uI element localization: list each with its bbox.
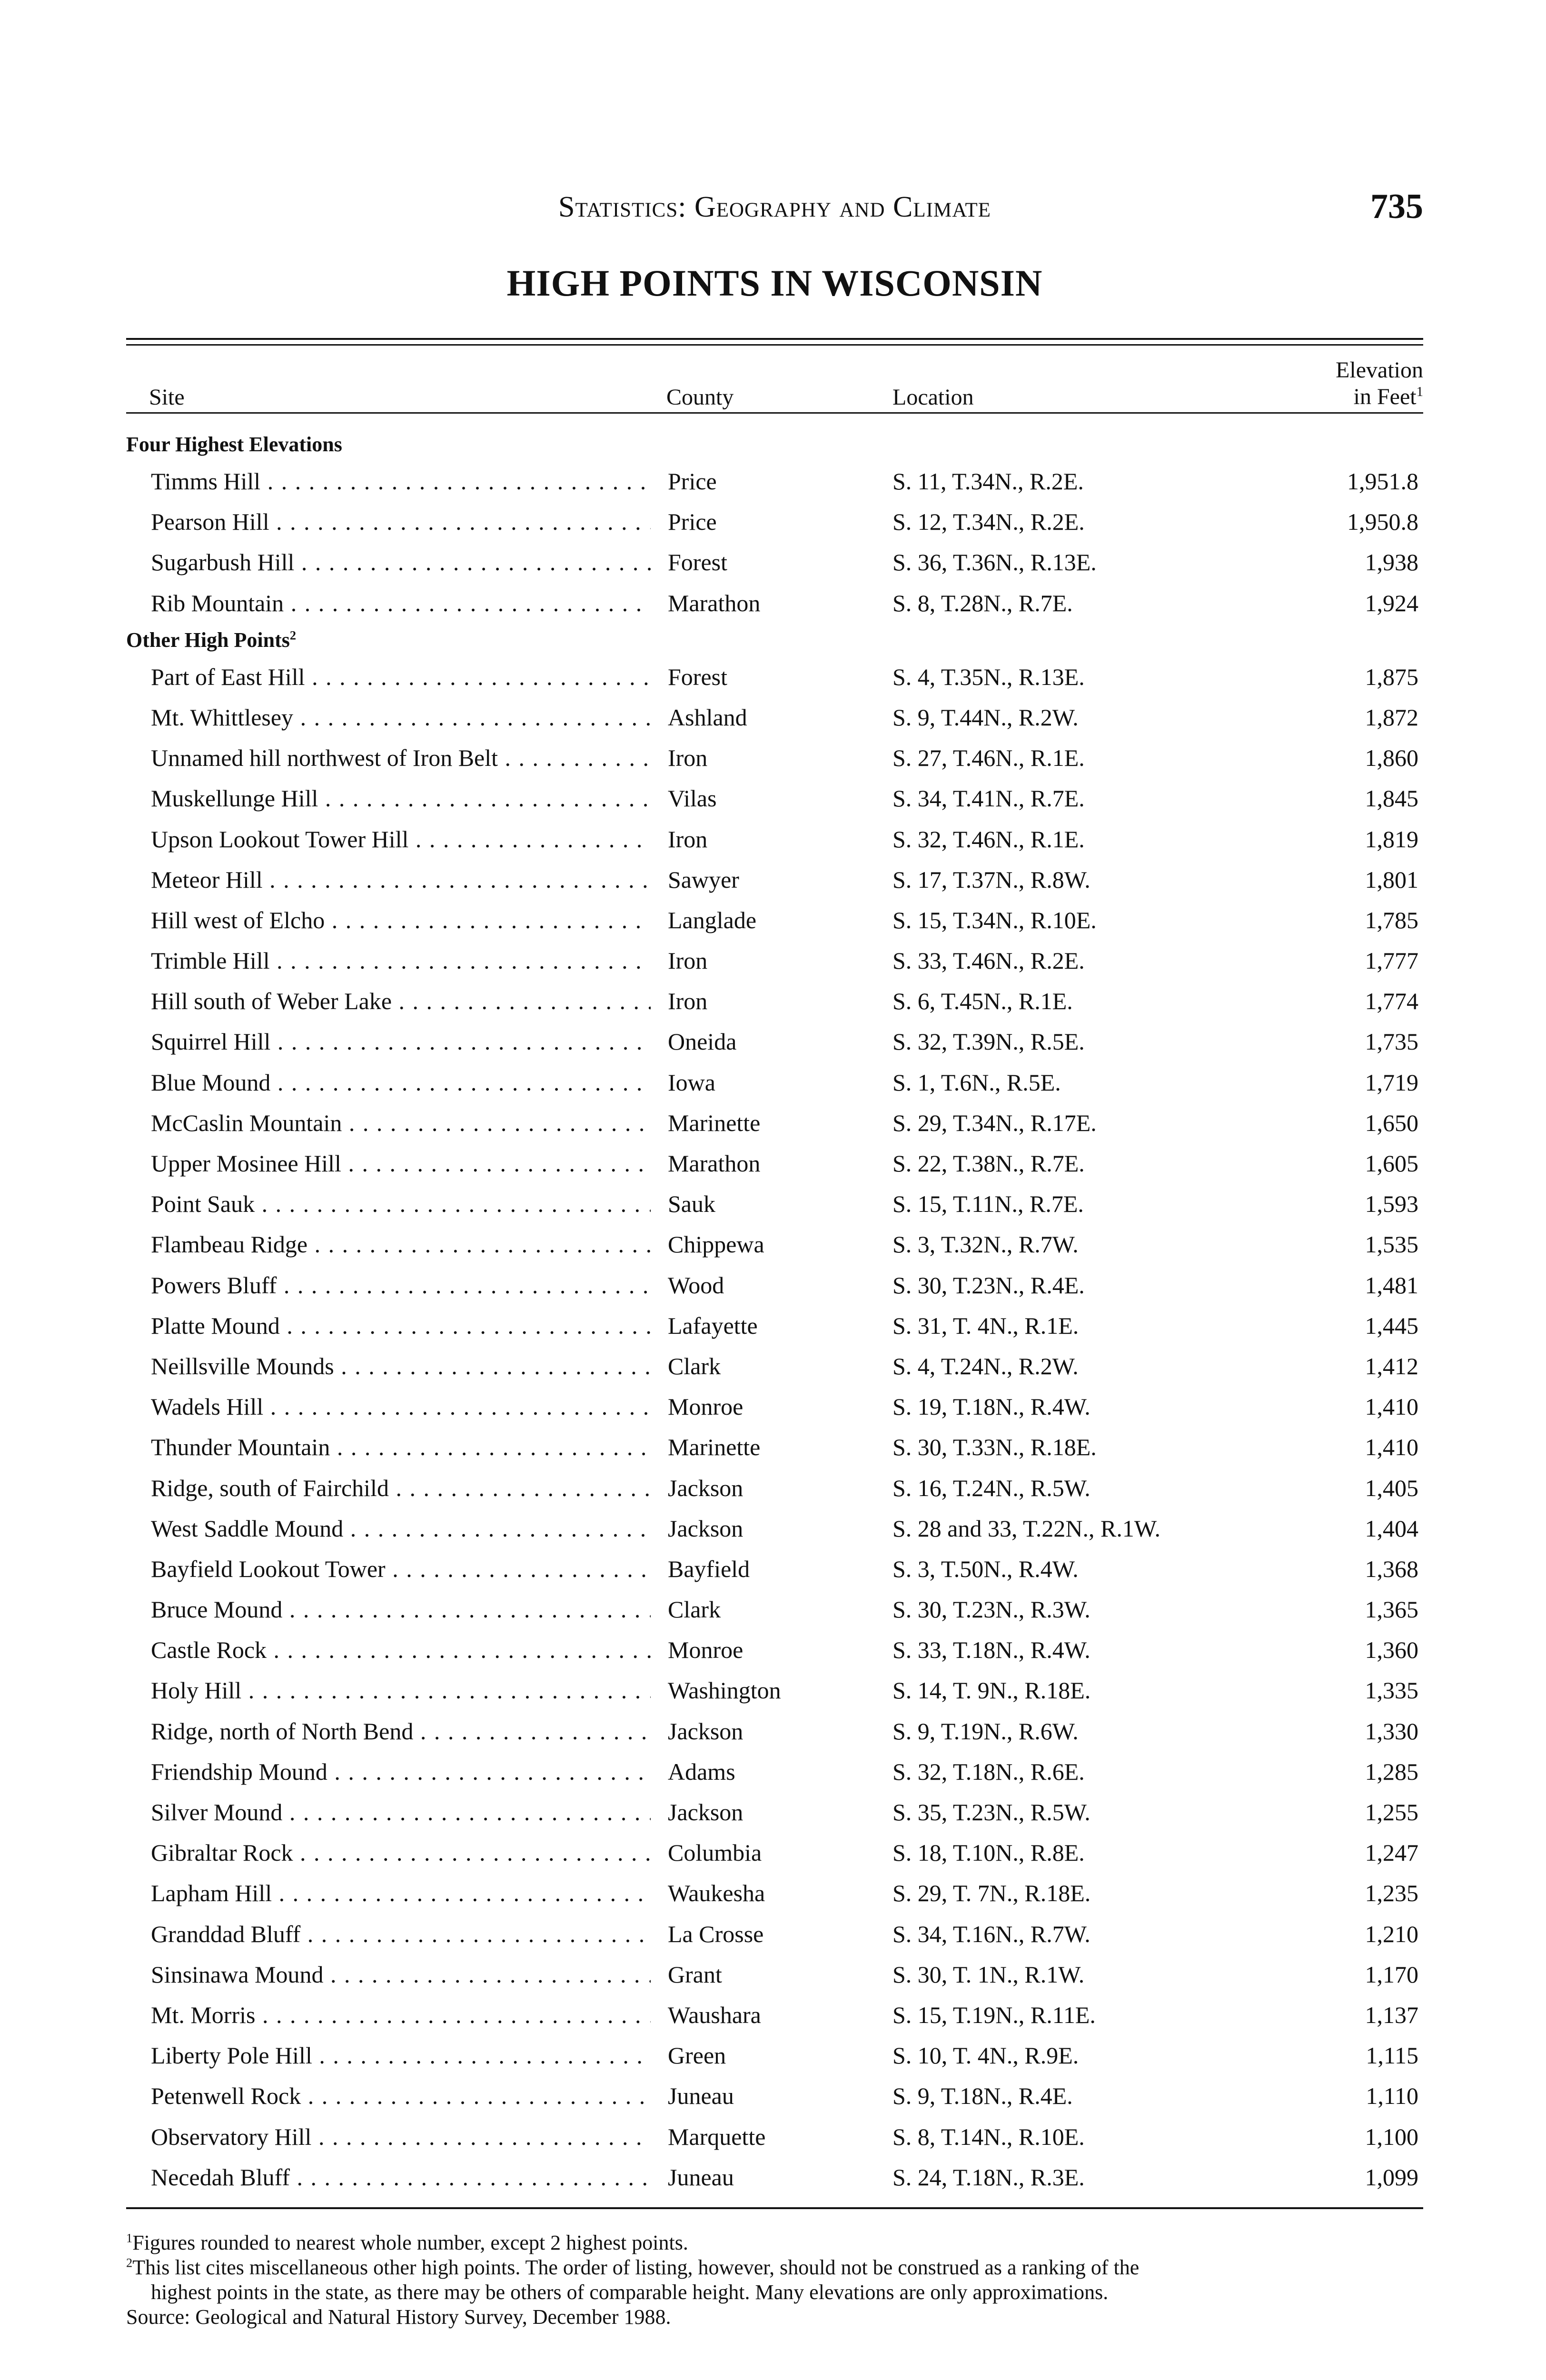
county-cell: Forest — [668, 663, 727, 690]
site-cell: Observatory Hill . . . — [151, 2117, 651, 2157]
table-row — [126, 1427, 1423, 1468]
table-row — [126, 1670, 1423, 1711]
table-row — [126, 1995, 1423, 2035]
location-cell: S. 16, T.24N., R.5W. — [892, 1474, 1090, 1501]
elevation-cell: 1,801 — [1365, 866, 1418, 893]
elevation-cell: 1,247 — [1365, 1839, 1418, 1866]
elevation-cell: 1,951.8 — [1347, 468, 1418, 495]
elevation-cell: 1,605 — [1365, 1150, 1418, 1177]
site-cell: Muskellunge Hill . . . — [151, 778, 651, 819]
table-row — [126, 1954, 1423, 1995]
elevation-cell: 1,210 — [1365, 1920, 1418, 1947]
site-cell: Meteor Hill . . . — [151, 860, 651, 900]
location-cell: S. 32, T.46N., R.1E. — [892, 825, 1085, 853]
county-cell: Adams — [668, 1758, 735, 1785]
county-cell: Iron — [668, 744, 708, 772]
elevation-cell: 1,593 — [1365, 1190, 1418, 1218]
table-row — [126, 2157, 1423, 2198]
running-title: Statistics: Geography and Climate — [558, 191, 991, 223]
location-cell: S. 15, T.34N., R.10E. — [892, 906, 1097, 933]
location-cell: S. 22, T.38N., R.7E. — [892, 1150, 1085, 1177]
county-cell: Sauk — [668, 1190, 715, 1218]
table-row — [126, 2035, 1423, 2076]
location-cell: S. 8, T.28N., R.7E. — [892, 589, 1073, 616]
elevation-cell: 1,405 — [1365, 1474, 1418, 1501]
county-cell: Langlade — [668, 906, 757, 933]
table-row — [126, 542, 1423, 583]
elevation-cell: 1,774 — [1365, 988, 1418, 1015]
document-page — [126, 187, 1423, 2330]
table-row — [126, 1468, 1423, 1508]
county-cell: Marinette — [668, 1109, 761, 1136]
elevation-cell: 1,100 — [1365, 2123, 1418, 2150]
site-cell: Silver Mound . . . — [151, 1792, 651, 1833]
table-row — [126, 2117, 1423, 2157]
site-cell: West Saddle Mound . . . — [151, 1508, 651, 1549]
table-row — [126, 1387, 1423, 1427]
location-cell: S. 33, T.46N., R.2E. — [892, 947, 1085, 974]
elevation-cell: 1,445 — [1365, 1312, 1418, 1339]
site-cell: Upper Mosinee Hill . . . — [151, 1143, 651, 1184]
table-row — [126, 1873, 1423, 1914]
county-cell: Iron — [668, 825, 708, 853]
elevation-cell: 1,137 — [1365, 2001, 1418, 2028]
elevation-cell: 1,410 — [1365, 1434, 1418, 1461]
column-header-county: County — [666, 385, 734, 410]
county-cell: Iron — [668, 947, 708, 974]
section-label: Other High Points — [126, 628, 290, 652]
county-cell: Marquette — [668, 2123, 766, 2150]
county-cell: Jackson — [668, 1799, 743, 1825]
table-row — [126, 1630, 1423, 1670]
footnote-1-mark: 1 — [126, 2231, 133, 2245]
site-cell: Mt. Whittlesey . . . — [151, 697, 651, 738]
location-cell: S. 29, T.34N., R.17E. — [892, 1109, 1097, 1136]
site-cell: Blue Mound . . . — [151, 1062, 651, 1103]
table-row — [126, 778, 1423, 819]
location-cell: S. 28 and 33, T.22N., R.1W. — [892, 1515, 1160, 1542]
table-row — [126, 1306, 1423, 1346]
site-cell: Flambeau Ridge . . . — [151, 1224, 651, 1265]
county-cell: Iowa — [668, 1069, 715, 1096]
site-cell: Unnamed hill northwest of Iron Belt . . . — [151, 738, 651, 778]
county-cell: Chippewa — [668, 1231, 764, 1258]
county-cell: Price — [668, 468, 717, 495]
elevation-cell: 1,819 — [1365, 825, 1418, 853]
location-cell: S. 34, T.16N., R.7W. — [892, 1920, 1090, 1947]
footnote-2 — [126, 2255, 1423, 2305]
table-row — [126, 900, 1423, 941]
county-cell: Grant — [668, 1961, 722, 1988]
county-cell: Washington — [668, 1677, 781, 1704]
section-footnote-mark: 2 — [289, 628, 297, 643]
site-cell: Mt. Morris . . . — [151, 1995, 651, 2035]
location-cell: S. 15, T.19N., R.11E. — [892, 2001, 1096, 2028]
county-cell: Monroe — [668, 1636, 743, 1664]
elevation-cell: 1,785 — [1365, 906, 1418, 933]
footnotes — [126, 2231, 1423, 2330]
column-header-site: Site — [149, 385, 185, 410]
location-cell: S. 33, T.18N., R.4W. — [892, 1636, 1090, 1664]
site-cell: Timms Hill . . . — [151, 461, 651, 502]
location-cell: S. 11, T.34N., R.2E. — [892, 468, 1084, 495]
county-cell: Bayfield — [668, 1555, 750, 1582]
county-cell: Vilas — [668, 785, 717, 812]
county-cell: La Crosse — [668, 1920, 764, 1947]
footnote-2-text-line2: highest points in the state, as there may be others of comparable height. Many elevations are only approximations. — [151, 2280, 1109, 2304]
county-cell: Juneau — [668, 2163, 734, 2191]
county-cell: Sawyer — [668, 866, 739, 893]
location-cell: S. 24, T.18N., R.3E. — [892, 2163, 1085, 2191]
location-cell: S. 27, T.46N., R.1E. — [892, 744, 1085, 772]
elevation-cell: 1,735 — [1365, 1028, 1418, 1055]
site-cell: Wadels Hill . . . — [151, 1387, 651, 1427]
site-cell: Granddad Bluff . . . — [151, 1914, 651, 1954]
site-cell: Sugarbush Hill . . . — [151, 542, 651, 583]
table-row — [126, 461, 1423, 502]
site-cell: Holy Hill . . . — [151, 1670, 651, 1711]
site-cell: Lapham Hill . . . — [151, 1873, 651, 1914]
county-cell: Marathon — [668, 589, 761, 616]
site-cell: Rib Mountain . . . — [151, 583, 651, 624]
elevation-cell: 1,368 — [1365, 1555, 1418, 1582]
location-cell: S. 31, T. 4N., R.1E. — [892, 1312, 1079, 1339]
elevation-cell: 1,872 — [1365, 704, 1418, 731]
site-cell: McCaslin Mountain . . . — [151, 1103, 651, 1143]
location-cell: S. 35, T.23N., R.5W. — [892, 1799, 1090, 1825]
site-cell: Neillsville Mounds . . . — [151, 1346, 651, 1387]
bottom-rule — [126, 2207, 1423, 2209]
table-row — [126, 1103, 1423, 1143]
site-cell: Petenwell Rock . . . — [151, 2076, 651, 2116]
location-cell: S. 9, T.18N., R.4E. — [892, 2082, 1073, 2110]
table-row — [126, 583, 1423, 624]
elevation-cell: 1,535 — [1365, 1231, 1418, 1258]
site-cell: Part of East Hill . . . — [151, 657, 651, 697]
county-cell: Ashland — [668, 704, 747, 731]
table-row — [126, 941, 1423, 981]
elevation-cell: 1,481 — [1365, 1271, 1418, 1299]
table-row — [126, 819, 1423, 860]
county-cell: Waushara — [668, 2001, 761, 2028]
footnote-2-mark: 2 — [126, 2255, 133, 2270]
site-cell: Ridge, south of Fairchild . . . — [151, 1468, 651, 1508]
table-row — [126, 657, 1423, 697]
table-row — [126, 1021, 1423, 1062]
table-row — [126, 1346, 1423, 1387]
table-row — [126, 1792, 1423, 1833]
table-row — [126, 1752, 1423, 1792]
site-cell: Friendship Mound . . . — [151, 1752, 651, 1792]
table-row — [126, 1184, 1423, 1224]
county-cell: Waukesha — [668, 1880, 765, 1907]
source-note: Source: Geological and Natural History Survey, December 1988. — [126, 2305, 671, 2329]
footnote-1 — [126, 2231, 1423, 2255]
location-cell: S. 9, T.44N., R.2W. — [892, 704, 1079, 731]
location-cell: S. 12, T.34N., R.2E. — [892, 508, 1085, 536]
location-cell: S. 3, T.32N., R.7W. — [892, 1231, 1079, 1258]
site-cell: Squirrel Hill . . . — [151, 1021, 651, 1062]
location-cell: S. 30, T. 1N., R.1W. — [892, 1961, 1085, 1988]
elevation-cell: 1,335 — [1365, 1677, 1418, 1704]
county-cell: Lafayette — [668, 1312, 758, 1339]
county-cell: Price — [668, 508, 717, 536]
table-header-row — [126, 346, 1423, 414]
location-cell: S. 3, T.50N., R.4W. — [892, 1555, 1079, 1582]
location-cell: S. 36, T.36N., R.13E. — [892, 549, 1097, 576]
table-row — [126, 697, 1423, 738]
county-cell: Jackson — [668, 1717, 743, 1745]
elevation-cell: 1,110 — [1366, 2082, 1418, 2110]
page-number: 735 — [1370, 187, 1423, 226]
running-head — [126, 187, 1423, 233]
site-cell: Liberty Pole Hill . . . — [151, 2035, 651, 2076]
table-row — [126, 1549, 1423, 1589]
elevation-cell: 1,115 — [1366, 2042, 1418, 2069]
section-heading-other-high-points — [126, 624, 1423, 657]
elevation-cell: 1,404 — [1365, 1515, 1418, 1542]
site-cell: Ridge, north of North Bend . . . — [151, 1711, 651, 1752]
table-row — [126, 1833, 1423, 1873]
location-cell: S. 4, T.24N., R.2W. — [892, 1352, 1079, 1379]
county-cell: Wood — [668, 1271, 724, 1299]
site-cell: Thunder Mountain . . . — [151, 1427, 651, 1468]
location-cell: S. 15, T.11N., R.7E. — [892, 1190, 1084, 1218]
elevation-cell: 1,860 — [1365, 744, 1418, 772]
elevation-cell: 1,777 — [1365, 947, 1418, 974]
section1-rows — [126, 461, 1423, 624]
site-cell: Upson Lookout Tower Hill . . . — [151, 819, 651, 860]
county-cell: Marathon — [668, 1150, 761, 1177]
elevation-cell: 1,360 — [1365, 1636, 1418, 1664]
elevation-cell: 1,719 — [1365, 1069, 1418, 1096]
elevation-cell: 1,650 — [1365, 1109, 1418, 1136]
elevation-cell: 1,410 — [1365, 1393, 1418, 1420]
elevation-cell: 1,950.8 — [1347, 508, 1418, 536]
site-cell: Trimble Hill . . . — [151, 941, 651, 981]
table-row — [126, 738, 1423, 778]
elevation-cell: 1,285 — [1365, 1758, 1418, 1785]
county-cell: Monroe — [668, 1393, 743, 1420]
elevation-cell: 1,938 — [1365, 549, 1418, 576]
site-cell: Bruce Mound . . . — [151, 1589, 651, 1630]
location-cell: S. 34, T.41N., R.7E. — [892, 785, 1085, 812]
site-cell: Platte Mound . . . — [151, 1306, 651, 1346]
table-row — [126, 1508, 1423, 1549]
site-cell: Hill west of Elcho . . . — [151, 900, 651, 941]
county-cell: Columbia — [668, 1839, 762, 1866]
county-cell: Oneida — [668, 1028, 737, 1055]
site-cell: Sinsinawa Mound . . . — [151, 1954, 651, 1995]
location-cell: S. 14, T. 9N., R.18E. — [892, 1677, 1091, 1704]
county-cell: Juneau — [668, 2082, 734, 2110]
site-cell: Powers Bluff . . . — [151, 1265, 651, 1306]
location-cell: S. 4, T.35N., R.13E. — [892, 663, 1085, 690]
county-cell: Iron — [668, 988, 708, 1015]
elevation-footnote-mark: 1 — [1416, 384, 1423, 399]
elevation-header-line1: Elevation — [1336, 357, 1423, 383]
site-cell: Necedah Bluff . . . — [151, 2157, 651, 2198]
elevation-cell: 1,235 — [1365, 1880, 1418, 1907]
table-row — [126, 1914, 1423, 1954]
section-heading-four-highest — [126, 428, 1423, 461]
elevation-cell: 1,099 — [1365, 2163, 1418, 2191]
elevation-cell: 1,875 — [1365, 663, 1418, 690]
site-cell: Bayfield Lookout Tower . . . — [151, 1549, 651, 1589]
footnote-2-text-line1: This list cites miscellaneous other high points. The order of listing, however, should not be construed as a ranking of the — [132, 2255, 1140, 2279]
site-cell: Gibraltar Rock . . . — [151, 1833, 651, 1873]
table-row — [126, 860, 1423, 900]
location-cell: S. 17, T.37N., R.8W. — [892, 866, 1090, 893]
column-header-elevation — [1336, 357, 1423, 410]
site-cell: Hill south of Weber Lake . . . — [151, 981, 651, 1021]
location-cell: S. 8, T.14N., R.10E. — [892, 2123, 1085, 2150]
county-cell: Marinette — [668, 1434, 761, 1461]
location-cell: S. 9, T.19N., R.6W. — [892, 1717, 1079, 1745]
location-cell: S. 30, T.23N., R.3W. — [892, 1596, 1090, 1623]
table-row — [126, 2076, 1423, 2116]
site-cell: Point Sauk . . . — [151, 1184, 651, 1224]
section2-rows — [126, 657, 1423, 2198]
elevation-cell: 1,170 — [1365, 1961, 1418, 1988]
elevation-cell: 1,845 — [1365, 785, 1418, 812]
table-body — [126, 414, 1423, 2198]
elevation-cell: 1,365 — [1365, 1596, 1418, 1623]
table-row — [126, 1224, 1423, 1265]
elevation-cell: 1,330 — [1365, 1717, 1418, 1745]
section-label: Four Highest Elevations — [126, 433, 342, 456]
location-cell: S. 6, T.45N., R.1E. — [892, 988, 1073, 1015]
location-cell: S. 19, T.18N., R.4W. — [892, 1393, 1090, 1420]
elevation-cell: 1,255 — [1365, 1799, 1418, 1825]
footnote-1-text: Figures rounded to nearest whole number, except 2 highest points. — [132, 2231, 688, 2254]
location-cell: S. 30, T.23N., R.4E. — [892, 1271, 1085, 1299]
county-cell: Green — [668, 2042, 726, 2069]
site-cell: Pearson Hill . . . — [151, 502, 651, 542]
location-cell: S. 10, T. 4N., R.9E. — [892, 2042, 1079, 2069]
site-cell: Castle Rock . . . — [151, 1630, 651, 1670]
county-cell: Jackson — [668, 1474, 743, 1501]
table-title: HIGH POINTS IN WISCONSIN — [506, 262, 1043, 304]
table-row — [126, 1589, 1423, 1630]
table-row — [126, 1062, 1423, 1103]
location-cell: S. 29, T. 7N., R.18E. — [892, 1880, 1091, 1907]
table-row — [126, 1143, 1423, 1184]
county-cell: Clark — [668, 1352, 721, 1379]
location-cell: S. 32, T.18N., R.6E. — [892, 1758, 1085, 1785]
elevation-header-line2: in Feet — [1353, 384, 1417, 409]
elevation-cell: 1,924 — [1365, 589, 1418, 616]
table-row — [126, 502, 1423, 542]
table-row — [126, 981, 1423, 1021]
table-row — [126, 1265, 1423, 1306]
county-cell: Clark — [668, 1596, 721, 1623]
table-row — [126, 1711, 1423, 1752]
column-header-location: Location — [892, 385, 974, 410]
county-cell: Jackson — [668, 1515, 743, 1542]
location-cell: S. 30, T.33N., R.18E. — [892, 1434, 1097, 1461]
location-cell: S. 1, T.6N., R.5E. — [892, 1069, 1061, 1096]
elevation-cell: 1,412 — [1365, 1352, 1418, 1379]
location-cell: S. 32, T.39N., R.5E. — [892, 1028, 1085, 1055]
county-cell: Forest — [668, 549, 727, 576]
location-cell: S. 18, T.10N., R.8E. — [892, 1839, 1085, 1866]
top-double-rule — [126, 338, 1423, 346]
